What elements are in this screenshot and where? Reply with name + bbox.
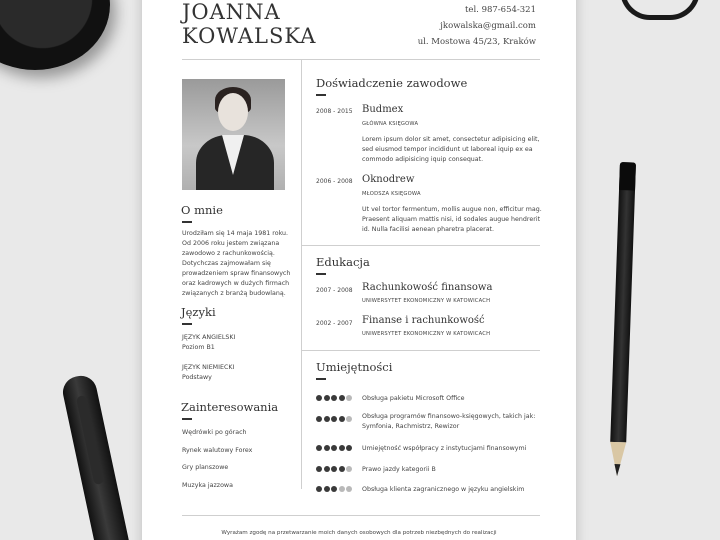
languages-dash	[182, 323, 192, 325]
about-dash	[182, 221, 192, 223]
rating-dot	[346, 395, 352, 401]
rating-dot	[324, 416, 330, 422]
language-item: JĘZYK ANGIELSKI Poziom B1	[182, 334, 236, 351]
skill-label: Umiejętność współpracy z instytucjami finansowymi	[362, 445, 527, 452]
skill-rating	[316, 416, 352, 422]
phone: tel. 987-654-321	[465, 5, 536, 15]
education-date: 2007 - 2008	[316, 287, 353, 294]
interest-item: Rynek walutowy Forex	[182, 447, 253, 454]
glasses	[620, 0, 700, 20]
profile-photo	[182, 79, 285, 190]
rating-dot	[339, 395, 345, 401]
education-field: Rachunkowość finansowa	[362, 282, 493, 293]
interests-dash	[182, 418, 192, 420]
rating-dot	[339, 416, 345, 422]
rating-dot	[316, 445, 322, 451]
rating-dot	[339, 445, 345, 451]
column-divider	[301, 59, 302, 489]
rating-dot	[331, 395, 337, 401]
experience-dash	[316, 94, 326, 96]
contact-info	[418, 2, 536, 50]
rating-dot	[339, 466, 345, 472]
about-text: Urodziłam się 14 maja 1981 roku. Od 2006 roku jestem związana zawodowo z rachunkowością. Dotychczas zajmowałam się prowadzeniem spraw finansowych oraz kadrowych w dużych firmach związanych z branżą budowlaną.	[182, 230, 291, 297]
skill-rating	[316, 395, 352, 401]
coffee-cup	[0, 0, 110, 70]
address: ul. Mostowa 45/23, Kraków	[417, 37, 536, 47]
footer-divider	[182, 515, 540, 516]
language-item: JĘZYK NIEMIECKI Podstawy	[182, 364, 235, 381]
education-school: UNIWERSYTET EKONOMICZNY W KATOWICACH	[362, 298, 491, 304]
section-divider	[301, 350, 540, 351]
candidate-name: JOANNA KOWALSKA	[182, 0, 317, 48]
skill-rating	[316, 445, 352, 451]
skill-label: Obsługa klienta zagranicznego w języku angielskim	[362, 486, 525, 493]
rating-dot	[346, 445, 352, 451]
header-divider	[182, 59, 540, 60]
pen	[60, 372, 137, 540]
rating-dot	[316, 416, 322, 422]
education-dash	[316, 273, 326, 275]
experience-text: Ut vel tortor fermentum, mollis augue non, efficitur mag. Praesent aliquam mattis nisi, id sodales augue hendrerit id. Nulla facilisi aenean pharetra placerat.	[362, 206, 542, 233]
about-title: O mnie	[181, 203, 223, 217]
languages-title: Języki	[181, 305, 216, 319]
rating-dot	[324, 395, 330, 401]
rating-dot	[331, 466, 337, 472]
experience-role: MŁODSZA KSIĘGOWA	[362, 191, 421, 197]
rating-dot	[324, 466, 330, 472]
rating-dot	[346, 416, 352, 422]
interests-title: Zainteresowania	[181, 400, 279, 414]
pencil	[609, 162, 636, 480]
rating-dot	[324, 445, 330, 451]
skill-rating	[316, 466, 352, 472]
experience-role: GŁÓWNA KSIĘGOWA	[362, 121, 419, 127]
rating-dot	[324, 486, 330, 492]
experience-date: 2006 - 2008	[316, 178, 353, 185]
rating-dot	[331, 445, 337, 451]
skill-rating	[316, 486, 352, 492]
rating-dot	[346, 466, 352, 472]
experience-title: Doświadczenie zawodowe	[316, 76, 468, 90]
education-title: Edukacja	[316, 255, 370, 269]
interest-item: Muzyka jazzowa	[182, 482, 233, 489]
experience-text: Lorem ipsum dolor sit amet, consectetur adipisicing elit, sed eiusmod tempor incididunt ut laboreal iquip ex ea commodo adipisicing iquip consequat.	[362, 136, 540, 163]
rating-dot	[339, 486, 345, 492]
skill-label: Obsługa pakietu Microsoft Office	[362, 395, 465, 402]
rating-dot	[346, 486, 352, 492]
rating-dot	[331, 416, 337, 422]
skill-label: Prawo jazdy kategorii B	[362, 466, 436, 473]
rating-dot	[316, 395, 322, 401]
education-field: Finanse i rachunkowość	[362, 315, 485, 326]
interest-item: Gry planszowe	[182, 464, 229, 471]
skills-dash	[316, 378, 326, 380]
email: jkowalska@gmail.com	[440, 21, 536, 31]
consent-clause: Wyrażam zgodę na przetwarzanie moich danych osobowych dla potrzeb niezbędnych do realizacji	[221, 530, 497, 536]
education-school: UNIWERSYTET EKONOMICZNY W KATOWICACH	[362, 331, 491, 337]
rating-dot	[331, 486, 337, 492]
interest-item: Wędrówki po górach	[182, 429, 247, 436]
experience-company: Oknodrew	[362, 174, 415, 185]
skill-label: Obsługa programów finansowo-księgowych, takich jak: Symfonia, Rachmistrz, Rewizor	[362, 413, 536, 430]
education-date: 2002 - 2007	[316, 320, 353, 327]
skills-title: Umiejętności	[316, 360, 393, 374]
rating-dot	[316, 466, 322, 472]
experience-company: Budmex	[362, 104, 404, 115]
resume-page	[142, 0, 576, 540]
section-divider	[301, 245, 540, 246]
experience-date: 2008 - 2015	[316, 108, 353, 115]
rating-dot	[316, 486, 322, 492]
